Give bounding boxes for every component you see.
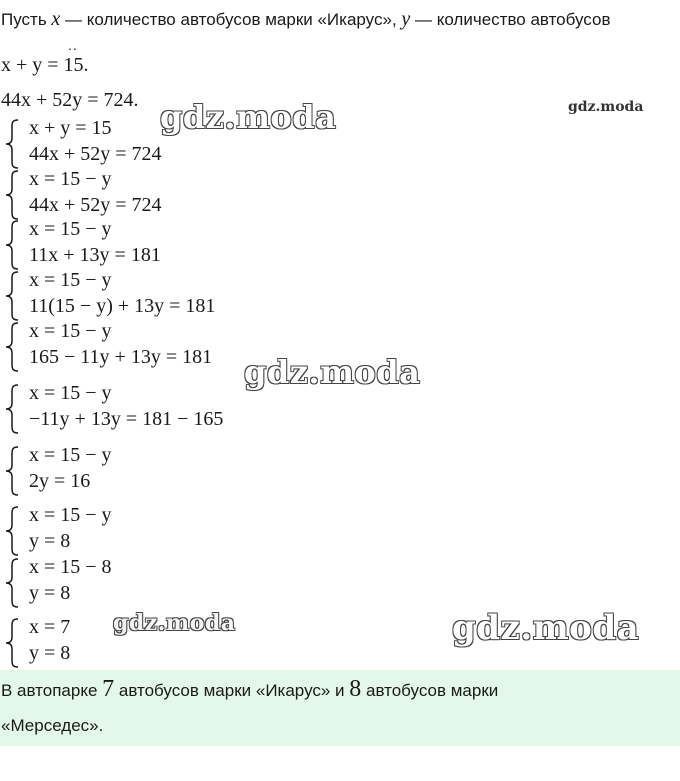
watermark-small: gdz.moda bbox=[568, 99, 644, 115]
left-brace-icon bbox=[2, 617, 24, 669]
equation-row: y = 8 bbox=[29, 530, 71, 552]
equation-row: 44x + 52y = 724 bbox=[29, 194, 162, 216]
left-brace-icon bbox=[2, 169, 24, 221]
equation-row: x = 15 − y bbox=[29, 444, 112, 466]
equation-row: y = 8 bbox=[29, 582, 71, 604]
equation-row: x = 15 − y bbox=[29, 218, 112, 240]
answer-part3: автобусов марки bbox=[361, 681, 499, 700]
watermark: gdz.moda bbox=[113, 610, 236, 636]
left-brace-icon bbox=[2, 219, 24, 271]
equation-row: y = 8 bbox=[29, 642, 71, 664]
left-brace-icon bbox=[2, 557, 24, 609]
intro-part3: — количество автобусов bbox=[410, 10, 611, 29]
equation-row: 165 − 11y + 13y = 181 bbox=[29, 346, 213, 368]
equation-row: x = 15 − y bbox=[29, 269, 112, 291]
var-y: y bbox=[401, 8, 411, 30]
equation-row: 44x + 52y = 724 bbox=[29, 143, 162, 165]
equation-1-text: x + y = 15. bbox=[1, 54, 89, 76]
left-brace-icon bbox=[2, 321, 24, 373]
answer-num2: 8 bbox=[349, 676, 362, 702]
left-brace-icon bbox=[2, 383, 24, 435]
equation-row: x = 15 − y bbox=[29, 504, 112, 526]
intro-text bbox=[1, 8, 610, 31]
equation-row: x = 15 − 8 bbox=[29, 556, 112, 578]
equation-row: 11(15 − y) + 13y = 181 bbox=[29, 295, 216, 317]
answer-line-2: «Мерседес». bbox=[1, 716, 104, 735]
answer-line-1 bbox=[1, 676, 498, 703]
left-brace-icon bbox=[2, 445, 24, 497]
watermark: gdz.moda bbox=[160, 98, 337, 136]
answer-num1: 7 bbox=[102, 676, 115, 702]
intro-part2: — количество автобусов марки «Икарус», bbox=[60, 10, 402, 29]
left-brace-icon bbox=[2, 505, 24, 557]
answer-box bbox=[0, 670, 680, 746]
equation-row: x = 15 − y bbox=[29, 320, 112, 342]
equation-row: −11y + 13y = 181 − 165 bbox=[29, 408, 224, 430]
equation-row: x = 7 bbox=[29, 616, 71, 638]
answer-part1: В автопарке bbox=[1, 681, 103, 700]
left-brace-icon bbox=[2, 270, 24, 322]
var-x: x bbox=[51, 8, 61, 30]
equation-row: x = 15 − y bbox=[29, 382, 112, 404]
equation-row: 2y = 16 bbox=[29, 470, 91, 492]
equation-row: x = 15 − y bbox=[29, 168, 112, 190]
equation-2 bbox=[1, 89, 139, 112]
equation-row: 11x + 13y = 181 bbox=[29, 244, 161, 266]
overflow-dots: .. bbox=[68, 37, 78, 53]
left-brace-icon bbox=[2, 118, 24, 170]
watermark: gdz.moda bbox=[452, 608, 640, 648]
equation-row: x + y = 15 bbox=[29, 117, 112, 139]
watermark: gdz.moda bbox=[244, 353, 421, 391]
answer-part2: автобусов марки «Икарус» и bbox=[114, 681, 350, 700]
intro-part1: Пусть bbox=[1, 10, 52, 29]
equation-2-text: 44x + 52y = 724. bbox=[1, 89, 139, 111]
equation-1 bbox=[1, 54, 89, 77]
